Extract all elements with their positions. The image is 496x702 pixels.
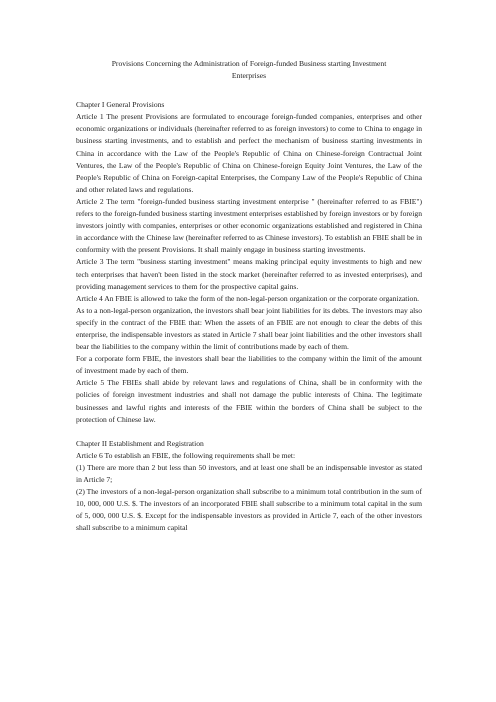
article-6: Article 6 To establish an FBIE, the following requirements shall be met: [76, 450, 296, 460]
document-title [76, 58, 422, 82]
article-3: Article 3 The term "business starting investment" means making principal equity investments to high and new tech enterprises that haven't been listed in the stock market (hereinafter referred to as invested enterprises), and providing management services to them for the prospective capital gains. [76, 257, 422, 291]
title-line-2: Enterprises [231, 71, 267, 81]
article-4-paragraph-3: For a corporate form FBIE, the investors shall bear the liabilities to the company within the limit of the amount of investment made by each of them. [76, 354, 422, 376]
article-6-item-1: (1) There are more than 2 but less than 50 investors, and at least one shall be an indispensable investor as stated in Article 7; [76, 462, 422, 484]
title-line-1: Provisions Concerning the Administration of Foreign-funded Business starting Investment [111, 59, 387, 68]
article-6-item-2: (2) The investors of a non-legal-person organization shall subscribe to a minimum total contribution in the sum of 10, 000, 000 U.S. $. The investors of an incorporated FBIE shall subscribe to a minimum total capital in the sum of 5, 000, 000 U.S. $. Except for the indispensable investors as provided in Article 7, each of the other investors shall subscribe to a minimum capital [76, 487, 422, 533]
document-page [76, 58, 422, 534]
chapter-heading-1: Chapter I General Provisions [76, 100, 165, 110]
section-gap [76, 426, 422, 438]
article-4-paragraph-2: As to a non-legal-person organization, the investors shall bear joint liabilities for its debts. The investors may also specify in the contract of the FBIE that: When the assets of an FBIE are not enough to clear the debts of this enterprise, the indispensable investors as stated in Article 7 shall bear joint liabilities and the other investors shall bear the liabilities to the company within the limit of contributions made by each of them. [76, 305, 422, 352]
article-1: Article 1 The present Provisions are formulated to encourage foreign-funded companies, enterprises and other economic organizations or individuals (hereinafter referred to as foreign investors) to come to China to engage in business starting investments, and to establish and perfect the mechanism of business starting investments in China in accordance with the Law of the People's Republic of China on Chinese-foreign Contractual Joint Ventures, the Law of the People's Republic of China on Chinese-foreign Equity Joint Ventures, the Law of the People's Republic of China on Foreign-capital Enterprises, the Company Law of the People's Republic of China and other related laws and regulations. [76, 112, 422, 194]
chapter-heading-2: Chapter II Establishment and Registration [76, 438, 204, 448]
article-2: Article 2 The term "foreign-funded business starting investment enterprise " (hereinafter referred to as FBIE") refers to the foreign-funded business starting investment enterprises established by foreign investors or by foreign investors jointly with companies, enterprises or other economic organizations established and registered in China in accordance with the Chinese law (hereinafter referred to as Chinese investors). To establish an FBIE shall be in conformity with the present Provisions. It shall mainly engage in business starting investments. [76, 196, 422, 255]
article-4: Article 4 An FBIE is allowed to take the form of the non-legal-person organization or the corporate organization. [76, 293, 420, 303]
article-5: Article 5 The FBIEs shall abide by relevant laws and regulations of China, shall be in conformity with the policies of foreign investment industries and shall not damage the public interests of China. The legitimate businesses and lawful rights and interests of the FBIE within the borders of China shall be subject to the protection of Chinese law. [76, 378, 422, 424]
